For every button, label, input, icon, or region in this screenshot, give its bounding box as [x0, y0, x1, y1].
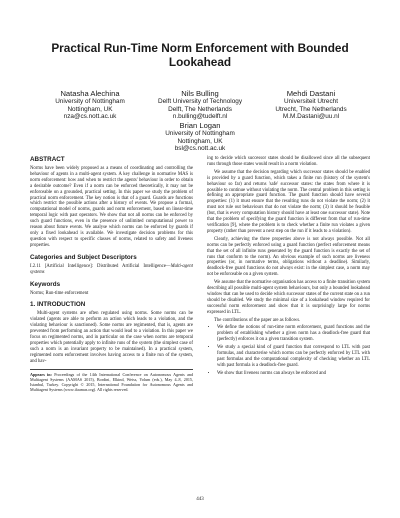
author-email: M.M.Dastani@uu.nl: [282, 113, 340, 121]
right-paragraph-1: ing to decide which successor states should be disallowed since all the subsequent runs through those states would result in a norm violation.: [207, 156, 370, 167]
right-column: [207, 156, 370, 379]
right-paragraph-5: The contributions of the paper are as follows.: [214, 317, 301, 323]
author-affiliation: Universiteit Utrecht: [284, 98, 338, 105]
author-email: bsl@cs.nott.ac.uk: [174, 145, 226, 153]
categories-italic: Multi-agent systems: [30, 263, 193, 275]
author-name: Brian Logan: [179, 121, 221, 130]
paper-title: Practical Run-Time Norm Enforcement with Bounded Lookahead: [51, 41, 349, 69]
author-location: Utrecht, The Netherlands: [275, 105, 347, 113]
right-paragraph-4: We assume that the normative organisation has access to a finite transition system describing all possible multi-agent system behaviours, but only a bounded lookahead window that can be used to decide which successor states of the current state on a run should be disabled. We study the minimal size of a lookahead window required for successful norm enforcement and show that it is surprisingly large for norms expressed in LTL.: [207, 280, 370, 315]
list-item: • We show that liveness norms can always be enforced and: [217, 371, 370, 377]
author-affiliation: University of Nottingham: [165, 130, 235, 137]
author-block-4: [154, 121, 246, 153]
author-location: Nottingham, UK: [67, 105, 113, 113]
categories-main: I.2.11 [Artificial Intelligence]: Distributed Artificial Intelligence—: [30, 263, 171, 269]
author-email: n.bulling@tudelft.nl: [172, 113, 228, 121]
categories-text: [30, 264, 193, 276]
author-block-2: [154, 89, 246, 121]
author-name: Natasha Alechina: [60, 89, 120, 98]
abstract-heading: ABSTRACT: [30, 156, 65, 163]
intro-heading: 1. INTRODUCTION: [30, 301, 86, 309]
author-location: Delft, The Netherlands: [168, 105, 232, 113]
right-paragraph-3: Clearly, achieving the three properties above is not always possible. Not all norms can be perfectly enforced using a guard function (perfect enforcement means that the set of all infinite runs generated by the guard function is exactly the set of runs that conform to the norm). An obvious example of such norms are liveness properties (or, in normative terms, obligations without a deadline). Similarly, deadlock-free guard functions do not always exist: in the simplest case, a norm may not be enforceable on a given system.: [207, 236, 370, 278]
categories-heading: Categories and Subject Descriptors: [30, 253, 137, 261]
right-paragraph-2: We assume that the decision regarding which successor states should be enabled is provided by a guard function, which takes a finite run (history of the system's behaviour so far) and returns 'safe' successor states: the states from where it is possible to continue without violating the norm. The central problem in this setting is defining an appropriate guard function. The guard function should have several properties: (1) it must ensure that the resulting runs do not violate the norm; (2) it must not rule out behaviours that do not violate the norm; (3) it should be feasible (but, that is every computation history should have at least one successor state). Note that the problem of specifying the guard function is different from that of run-time verification [9], where the problem is to check whether a finite run violates a given property (rather than prevent a next step on the run if it leads to a violation).: [207, 169, 370, 234]
author-location: Nottingham, UK: [177, 137, 223, 145]
list-item: • We define the notions of run-time norm enforcement, guard functions and the problem of establishing whether a given norm has a deadlock-free guard that (perfectly) enforces it on a given transition system.: [217, 325, 370, 343]
list-item: • We study a special kind of guard function that correspond to LTL with past formulas, and characterise which norms can be perfectly enforced by LTL with past formulas and the computational complexity of checking whether an LTL with past formula is a deadlock-free guard.: [217, 345, 370, 369]
author-email: nza@cs.nott.ac.uk: [63, 113, 117, 121]
abstract-text: Norms have been widely proposed as a means of coordinating and controlling the behaviour of agents in a multi-agent system. A key challenge in normative MAS is norm enforcement: how and when to restrict the agents' behaviour in order to obtain a desirable outcome? Even if a norm can be enforced theoretically, it may not be enforceable on a grounded, practical setting. In this paper we study the problem of practical norm enforcement. The key notion is that of a guard. Guards are functions which restrict the possible actions after a history of events. We propose a formal, computational model of norms, guards and norm enforcement, based on linear-time temporal logic with past operators. We show that not all norms can be enforced by such guard functions, even in the presence of unlimited computational power to reason about future events. We analyse which norms can be enforced by guards if only a fixed lookahead is available. We investigate decision problems for this question with respect to specific classes of norms, related to safety and liveness properties.: [30, 166, 193, 248]
author-name: Nils Bulling: [181, 89, 219, 98]
page-number: 443: [196, 497, 204, 502]
contributions-list: [207, 325, 370, 376]
keywords-text: Norms; Run-time enforcement: [30, 290, 89, 296]
footnote: [30, 369, 193, 392]
author-block-3: [264, 89, 358, 121]
intro-paragraph: Multi-agent systems are often regulated using norms. Some norms can be violated (agents are able to perform an action which leads to a violation, and the violating behaviour is sanctioned). Some norms are regimented, that is, agents are prevented from performing an action that would lead to a violation. In this paper we focus on regimented norms, and in particular on the case when norms are temporal properties which potentially apply to infinite runs of the system (the simplest case of such a norm is an invariant property to be maintained). In a practical system, regimented norm enforcement involves having access to a finite run of the system, and hav-: [30, 311, 193, 364]
author-name: Mehdi Dastani: [286, 89, 336, 98]
keywords-heading: Keywords: [30, 280, 61, 288]
author-affiliation: Delft University of Technology: [157, 98, 243, 105]
author-affiliation: University of Nottingham: [55, 98, 125, 105]
footnote-text: Proceedings of the 14th International Conference on Autonomous Agents and Multiagent Systems (AAMAS 2015), Bordini, Elkind, Weiss, Yolum (eds.), May 4–8, 2015, Istanbul, Turkey. Copyright © 2015, International Foundation for Autonomous Agents and Multiagent Systems (www.ifaamas.org). All rights reserved.: [30, 371, 194, 392]
author-block-1: [44, 89, 136, 121]
left-column: [30, 156, 193, 392]
footnote-label: Appears in:: [30, 371, 52, 377]
